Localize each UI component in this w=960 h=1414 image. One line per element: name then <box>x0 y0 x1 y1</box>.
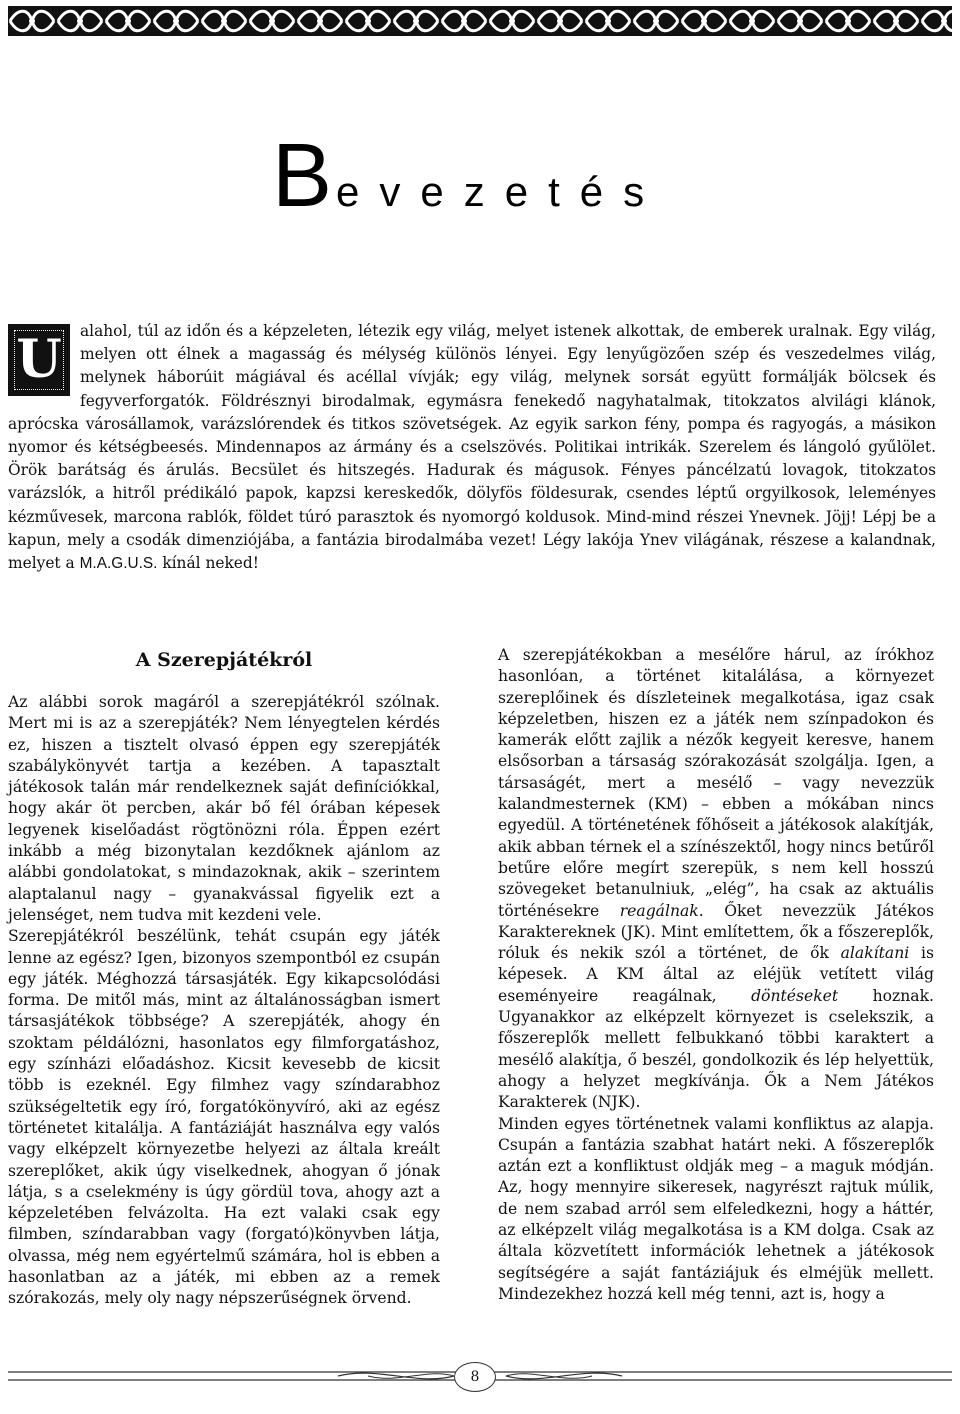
right-column <box>498 645 934 1305</box>
top-ornament-border <box>8 6 952 36</box>
left-column <box>8 648 440 1310</box>
section-heading: A Szerepjátékról <box>135 649 313 671</box>
emphasis-alakitani: alakítani <box>840 944 910 963</box>
left-paragraph-1: Az alábbi sorok magáról a szerepjátékról szólnak. Mert mi is az a szerepjáték? Nem lényegtelen kérdés ez, hiszen a tisztelt olvasó éppen egy szerepjáték szabálykönyvét tartja a kezében. A tapasztalt játékosok talán már rendelkeznek saját definíciókkal, hogy akár öt percben, akár bő fél órában képesek legyenek kiselőadást rögtönözni róla. Éppen ezért inkább a még bizonytalan kezdőknek ajánlom az alábbi gondolatokat, s mindazoknak, akik – szerintem alaptalanul nagy – gyanakvással figyelik ezt a jelenséget, nem tudva mit kezdeni vele. <box>8 693 440 924</box>
intro-ending: kínál neked! <box>157 554 259 573</box>
intro-text: alahol, túl az időn és a képzeleten, létezik egy világ, melyet istenek alkottak, de emberek uralnak. Egy világ, melyen ott élnek a magasság és mélység különös lényei. Egy lenyűgözően szép és veszedelmes világ, melynek háborúit mágiával és acéllal vívják; egy világ, melynek sorsát együtt formálják bölcsek és fegyverforgatók. Földrésznyi birodalmak, egymásra fenekedő nagyhatalmak, titokzatos alvilági klánok, aprócska városállamok, varázslórendek és titkos szövetségek. Az egyik sarkon fény, pompa és ragyogás, a másikon nyomor és kétségbeesés. Mindennapos az ármány és a cselszövés. Politikai intrikák. Szerelem és lángoló gyűlölet. Örök barátság és árulás. Becsület és hitszegés. Hadurak és mágusok. Fényes páncélzatú lovagok, titokzatos varázslók, a hitről prédikáló papok, kapzsi kereskedők, dölyfös földesurak, csendes léptű orgyilkosok, leleményes kézművesek, marcona rablók, földet túró parasztok és nyomorgó koldusok. Mind-mind részei Ynevnek. Jöjj! Lépj be a kapun, mely a csodák dimenziójába, a fantázia birodalmába vezet! Légy lakója Ynev világának, részese a kalandnak, melyet a <box>8 322 936 573</box>
emphasis-reagalnak: reagálnak <box>619 901 699 920</box>
title-rest: evezetés <box>336 168 665 215</box>
emphasis-donteseket: döntéseket <box>751 986 839 1005</box>
dropcap-letter: U <box>10 326 68 394</box>
ornament-pattern-icon <box>8 6 952 36</box>
right-p1-d: hoznak. Ugyanakkor az elképzelt környezet is cselekszik, a főszereplők mellett felbukkanó többi karaktert a mesélő alakítja, ő beszél, gondolkozik és lép helyettük, ahogy a helyzet megkívánja. Ők a Nem Játékos Karakterek (NJK). <box>498 986 934 1112</box>
magus-name: M.A.G.U.S. <box>79 555 158 573</box>
right-p1-c: is képesek. A KM által az eléjük vetített világ eseményeire reagálnak, <box>498 944 934 1005</box>
right-p1-a: A szerepjátékokban a mesélőre hárul, az írókhoz hasonlóan, a történet kitalálása, a környezet szereplőinek és díszleteinek megalkotása, igaz csak képzeletben, hiszen ez a játék nem színpadokon és kamerák előtt zajlik a nézők kegyeit keresve, hanem elsősorban a társaság szórakozását szolgálja. Igen, a társaságét, mert a mesélő – vagy nevezzük kalandmesternek (KM) – ebben a mókában nincs egyedül. A történetének főhőseit a játékosok alakítják, akik abban térnek el a színészektől, hogy nincs betűről betűre előre megírt szerepük, s nem kell hosszú szövegeket betanulniuk, „elég”, ha csak az aktuális történésekre <box>498 646 934 920</box>
right-paragraph-2: Minden egyes történetnek valami konfliktus az alapja. Csupán a fantázia szabhat határt neki. A főszereplők aztán ezt a konfliktust oldják meg – a maguk módján. Az, hogy mennyire sikeresek, nagyrészt rajtuk múlik, de nem szabad arról sem elfeledkezni, hogy a háttér, az elképzelt világ megalkotása is a KM dolga. Csak az általa közvetített információk lehetnek a játékosok segítségére a saját fantáziájuk és elméjük mellett. Mindezekhez hozzá kell még tenni, azt is, hogy a <box>498 1114 934 1303</box>
intro-paragraph <box>8 320 936 575</box>
title-initial: B <box>272 126 333 226</box>
right-paragraph-1 <box>498 645 934 1114</box>
dropcap-ornament <box>8 324 70 396</box>
right-p1-b: . Őket nevezzük Játékos Karaktereknek (JK). Mint említettem, ők a főszereplők, róluk és nekik szól a történet, de ők <box>498 901 934 963</box>
intro-text-block <box>8 320 936 575</box>
left-paragraph-2: Szerepjátékról beszélünk, tehát csupán egy játék lenne az egész? Igen, bizonyos szempontból ez csupán egy játék. Méghozzá társasjáték. Egy kikapcsolódási forma. De mitől más, mint az általánosságban ismert társasjátékok többsége? A szerepjáték, ahogy én szoktam példálózni, hasonlatos egy filmforgatáshoz, egy színházi előadáshoz. Kicsit kevesebb de kicsit több is ezeknél. Egy filmhez vagy színdarabhoz szükségeltetik egy író, forgatókönyvíró, aki az egész történetet kitalálja. A fantáziáját használva egy valós vagy elképzelt környezetbe helyezi az általa kreált szereplőket, akik úgy viselkednek, ahogyan ő jónak látja, s a cselekmény is úgy gördül tova, ahogy azt a képzeletében felvázolta. Ha ezt valaki csak egy filmben, színdarabban vagy (forgató)könyvben látja, olvassa, még nem egyértelmű számára, hol is ebben a hasonlatban az a játék, mi ebben az a remek szórakozás, mely oly nagy népszerűségnek örvend. <box>8 927 440 1308</box>
page-title <box>272 126 664 226</box>
page-number: 8 <box>454 1362 496 1392</box>
